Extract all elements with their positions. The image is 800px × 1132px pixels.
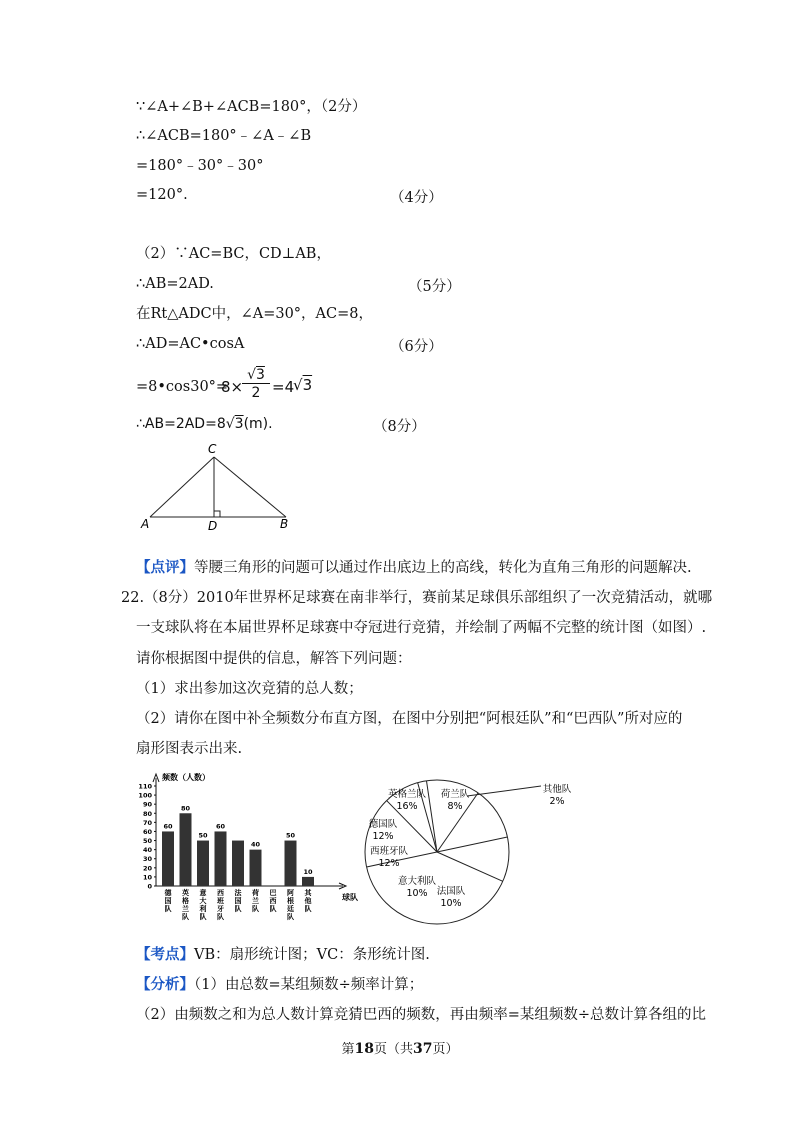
x-tick-label-char: 其 [304, 889, 312, 897]
x-tick-label-char: 英 [182, 889, 189, 897]
score-8: （8分） [373, 419, 426, 435]
label-a: A [141, 517, 150, 530]
pie-slice-percent: 12% [378, 858, 400, 869]
ab-radicand: 3 [234, 416, 244, 432]
footer-prefix: 第 [341, 1042, 355, 1057]
ab-sqrt: √3 [225, 416, 244, 432]
x-tick-label-char: 阿 [287, 889, 294, 897]
bar [285, 841, 297, 886]
cos-expression: =8•cos30°= [136, 379, 229, 395]
pie-slice-label: 其他队 [542, 784, 572, 795]
y-tick-label: 60 [142, 827, 152, 836]
x-axis-label: 球队 [342, 893, 358, 902]
footer-suffix: 页） [432, 1042, 459, 1057]
pie-callout-line [467, 786, 541, 796]
step-line-4: =120°. [136, 187, 188, 203]
fenxi-line-2: （2）由频数之和为总人数计算竞猜巴西的频数，再由频率=某组频数÷总数计算各组的比 [136, 1007, 707, 1023]
label-d: D [208, 519, 218, 530]
q22-line-3: 请你根据图中提供的信息，解答下列问题： [136, 651, 412, 667]
result-sqrt: √3 [293, 376, 313, 394]
score-5: （5分） [408, 279, 461, 295]
q22-line-2: 一支球队将在本届世界杯足球赛中夺冠进行竞猜，并绘制了两幅不完整的统计图（如图）. [136, 620, 707, 636]
y-tick-label: 10 [142, 873, 152, 882]
pie-slice-label: 西班牙队 [369, 846, 409, 857]
pie-slice-label: 德国队 [368, 819, 398, 830]
comment-line [136, 559, 692, 577]
pie-slice-label: 荷兰队 [440, 789, 470, 800]
x-tick-label-char: 国 [234, 897, 242, 905]
comment-text: 等腰三角形的问题可以通过作出底边上的高线，转化为直角三角形的问题解决. [194, 560, 692, 576]
pie-chart [352, 768, 582, 928]
x-tick-label-char: 队 [252, 905, 259, 913]
pie-slice-percent: 10% [440, 898, 462, 909]
sqrt3-fraction [242, 366, 270, 402]
x-tick-label-char: 他 [304, 897, 312, 905]
x-tick-label-char: 队 [269, 905, 277, 913]
fraction-bar [242, 383, 270, 384]
x-tick-label-char: 西 [217, 889, 224, 897]
fenxi-line [136, 976, 423, 994]
x-tick-label-char: 根 [287, 897, 294, 905]
footer-mid: 页（共 [373, 1042, 413, 1057]
footer-total-pages: 37 [413, 1041, 433, 1057]
x-tick-label-char: 法 [234, 889, 242, 897]
pie-slice-label: 英格兰队 [387, 789, 427, 800]
y-tick-label: 30 [142, 855, 152, 864]
x-tick-label-char: 西 [269, 897, 277, 905]
x-tick-label-char: 利 [199, 905, 207, 913]
bar-value-label: 80 [180, 804, 191, 813]
fenxi-text: （1）由总数=某组频数÷频率计算； [194, 977, 424, 993]
bar-value-label: 50 [198, 831, 208, 840]
bar [162, 831, 174, 886]
y-tick-label: 50 [142, 837, 152, 846]
result-radicand: 3 [302, 376, 313, 394]
x-tick-label-char: 队 [182, 913, 189, 921]
score-4: （4分） [390, 190, 443, 206]
fraction-denominator: 2 [251, 385, 261, 401]
bar [232, 841, 244, 886]
x-tick-label-char: 队 [234, 905, 242, 913]
x-tick-label-char: 队 [304, 905, 312, 913]
ab-expression: ∴AB=2AD=8 [136, 416, 226, 432]
bar-value-label: 10 [303, 867, 313, 876]
x-tick-label-char: 大 [199, 897, 207, 905]
footer-page-number: 18 [354, 1041, 374, 1057]
fenxi-tag: 【分析】 [136, 976, 194, 993]
bar-value-label: 40 [250, 840, 261, 849]
step-line-1: ∵∠A+∠B+∠ACB=180°，（2分） [136, 99, 367, 115]
q22-line-6: 扇形图表示出来. [136, 741, 243, 757]
x-tick-label-char: 意 [199, 889, 207, 897]
bar-value-label: 60 [163, 822, 173, 831]
sqrt-radicand: 3 [256, 367, 265, 383]
q22-line-5: （2）请你在图中补全频数分布直方图，在图中分别把“阿根廷队”和“巴西队”所对应的 [136, 711, 683, 727]
x-tick-label-char: 队 [199, 913, 207, 921]
bar-chart [128, 768, 358, 928]
pie-slice-percent: 8% [447, 801, 463, 812]
x-tick-label-char: 队 [164, 905, 172, 913]
y-tick-label: 40 [142, 846, 152, 855]
triangle-figure [136, 440, 316, 530]
bar-value-label: 60 [215, 822, 226, 831]
x-tick-label-char: 队 [217, 913, 224, 921]
y-tick-label: 110 [138, 782, 152, 791]
side-ac [150, 457, 214, 517]
score-6: （6分） [390, 339, 443, 355]
kaodian-line [136, 946, 430, 964]
x-tick-label-char: 巴 [269, 889, 277, 897]
step-line-2: ∴∠ACB=180°﹣∠A﹣∠B [136, 128, 312, 144]
x-tick-label-char: 兰 [182, 905, 189, 913]
bar [250, 850, 262, 886]
x-tick-label-char: 班 [217, 897, 224, 905]
bar [180, 813, 192, 886]
label-c: C [208, 442, 217, 456]
part2-line-3: 在Rt△ADC中，∠A=30°，AC=8， [136, 306, 373, 322]
page-footer [0, 1038, 800, 1057]
part2-line-1: （2）∵AC=BC，CD⊥AB， [136, 246, 331, 262]
y-tick-label: 90 [142, 800, 152, 809]
bar [215, 831, 227, 886]
q22-line-4: （1）求出参加这次竞猜的总人数； [136, 681, 363, 697]
x-tick-label-char: 兰 [252, 897, 259, 905]
label-b: B [280, 517, 289, 530]
bar [197, 841, 209, 886]
pie-slice-label: 意大利队 [397, 876, 437, 887]
bar-value-label: 50 [285, 831, 296, 840]
sqrt-icon: √ [247, 367, 256, 383]
bar [302, 877, 314, 886]
pie-slice-percent: 12% [372, 831, 394, 842]
part2-line-6 [136, 415, 273, 433]
kaodian-text: VB：扇形统计图；VC：条形统计图. [194, 947, 430, 963]
y-tick-label: 0 [147, 882, 152, 891]
ab-unit: (m). [243, 416, 273, 432]
y-tick-label: 70 [142, 818, 152, 827]
pie-slice-percent: 16% [396, 801, 418, 812]
y-tick-label: 100 [138, 791, 152, 800]
step-line-3: =180°﹣30°﹣30° [136, 158, 264, 174]
x-tick-label-char: 荷 [252, 889, 259, 897]
x-tick-label-char: 格 [182, 897, 189, 905]
part2-line-2: ∴AB=2AD. [136, 276, 214, 292]
side-cb [214, 457, 286, 517]
right-angle-mark [214, 511, 220, 517]
kaodian-tag: 【考点】 [136, 946, 194, 963]
part2-line-4: ∴AD=AC•cosA [136, 336, 245, 352]
y-axis-label: 频数（人数） [162, 773, 210, 782]
x-tick-label-char: 牙 [217, 905, 224, 913]
q22-line-1: 22.（8分）2010年世界杯足球赛在南非举行，赛前某足球俱乐部组织了一次竞猜活动，就哪 [121, 590, 713, 606]
pie-slice-percent: 2% [549, 796, 565, 807]
pie-slice-percent: 10% [406, 888, 428, 899]
comment-tag: 【点评】 [136, 559, 194, 576]
multiply-expression: 8× [221, 378, 244, 396]
y-tick-label: 80 [142, 809, 152, 818]
x-tick-label-char: 廷 [287, 905, 294, 913]
x-tick-label-char: 队 [287, 913, 294, 921]
x-tick-label-char: 德 [164, 889, 172, 897]
x-tick-label-char: 国 [164, 897, 172, 905]
result-coefficient: =4 [272, 378, 295, 396]
pie-slice-label: 法国队 [436, 886, 466, 897]
y-tick-label: 20 [142, 864, 152, 873]
